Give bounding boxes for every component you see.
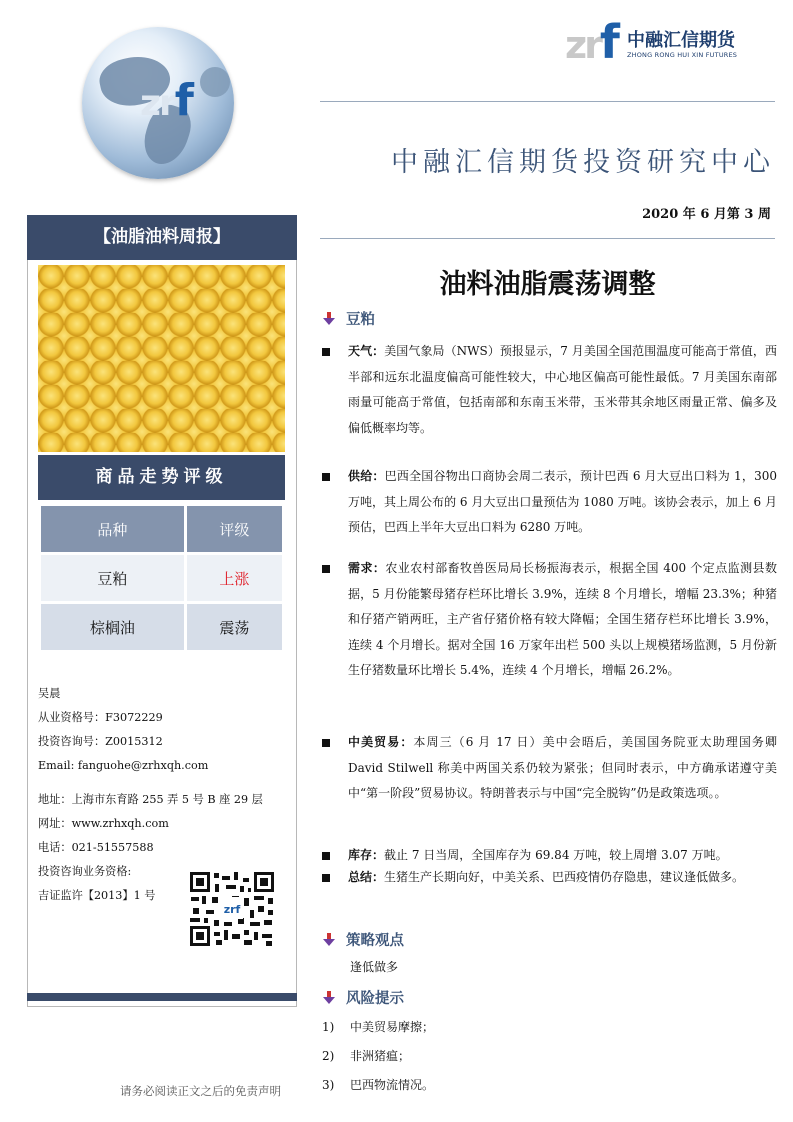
bullet-inventory: 库存：截止 7 日当周，全国库存为 69.84 万吨，较上周增 3.07 万吨。	[322, 843, 777, 869]
license-number: 从业资格号：F3072229	[38, 711, 163, 724]
square-bullet-icon	[322, 852, 330, 860]
email-link[interactable]: Email: fanguohe@zrhxqh.com	[38, 759, 209, 772]
arrow-icon	[322, 312, 338, 326]
commodity-name: 棕榈油	[41, 604, 184, 650]
sidebar-footer-bar	[27, 993, 297, 1001]
bullet-trade: 中美贸易：本周三（6 月 17 日）美中会晤后，美国国务院亚太助理国务卿 David Stilwell 称美中两国关系仍较为紧张；但同时表示，中方确承诺遵守美中“第一阶段”贸易协议。特朗普表示与中国“完全脱钩”仍是政策选项。。	[322, 730, 777, 807]
research-center-title: 中融汇信期货投资研究中心	[391, 147, 775, 178]
risk-item: 3) 巴西物流情况。	[322, 1078, 435, 1092]
square-bullet-icon	[322, 473, 330, 481]
soybean-photo	[38, 265, 285, 452]
table-row	[41, 604, 282, 650]
brand-name-english: ZHONG RONG HUI XIN FUTURES	[627, 51, 738, 59]
divider	[320, 238, 775, 239]
phone: 电话：021-51557588	[38, 841, 154, 854]
square-bullet-icon	[322, 565, 330, 573]
column-header: 评级	[187, 506, 282, 552]
website-link[interactable]: 网址：www.zrhxqh.com	[38, 817, 169, 830]
svg-text:zrf: zrf	[223, 903, 241, 916]
bullet-summary: 总结：生猪生产长期向好，中美关系、巴西疫情仍存隐患，建议逢低做多。	[322, 865, 777, 891]
square-bullet-icon	[322, 739, 330, 747]
column-header: 品种	[41, 506, 184, 552]
risk-item: 1) 中美贸易摩擦；	[322, 1020, 435, 1034]
arrow-icon	[322, 991, 338, 1005]
globe-logo	[82, 27, 234, 179]
bullet-demand: 需求：农业农村部畜牧兽医局局长杨振海表示，根据全国 400 个定点监测县数据，5 月份能繁母猪存栏环比增长 3.9%，连续 8 个月增长，增幅 23.3%；种猪和仔猪产销两旺，主产省仔猪价格有较大降幅；全国生猪存栏环比增长 3.9%，连续 4 个月增长。据对全国 16 万家年出栏 500 头以上规模猪场监测，5 月份新生仔猪数量环比增长 5.4%，连续 4 个月增长，增幅 26.2%。	[322, 556, 777, 684]
rating-table	[38, 503, 285, 653]
qr-code-icon	[188, 870, 276, 948]
risk-item: 2) 非洲猪瘟；	[322, 1049, 411, 1063]
commodity-rating: 震荡	[187, 604, 282, 650]
zrf-logo-icon: zrf	[565, 15, 617, 69]
author-name: 吴晨	[38, 687, 61, 700]
brand-logo	[565, 15, 775, 70]
report-title: 油料油脂震荡调整	[439, 269, 656, 300]
divider	[320, 101, 775, 102]
issue-date: 2020 年 6 月第 3 周	[642, 207, 771, 222]
qualification-number: 吉证监许【2013】1 号	[38, 889, 156, 902]
table-header-row	[41, 506, 282, 552]
report-type-banner: 【油脂油料周报】	[27, 215, 297, 260]
continent-shape	[200, 67, 230, 97]
table-row	[41, 555, 282, 601]
commodity-rating: 上涨	[187, 555, 282, 601]
zrf-logo-mark: zrf	[140, 75, 192, 126]
section-heading-soymeal: 豆粕	[322, 308, 375, 329]
disclaimer: 请务必阅读正文之后的免责声明	[120, 1084, 281, 1098]
section-heading-risk: 风险提示	[322, 987, 404, 1008]
address: 地址：上海市东育路 255 弄 5 号 B 座 29 层	[38, 793, 263, 806]
arrow-icon	[322, 933, 338, 947]
bullet-weather: 天气：美国气象局（NWS）预报显示，7 月美国全国范围温度可能高于常值，西半部和远东北温度偏高可能性较大，中心地区偏高可能性最低。7 月美国东南部雨量可能高于常值，包括南部和东南玉米带，玉米带其余地区雨量正常、偏多及偏低概率均等。	[322, 339, 777, 441]
advisor-number: 投资咨询号：Z0015312	[38, 735, 163, 748]
strategy-text: 逢低做多	[350, 960, 399, 974]
bullet-supply: 供给：巴西全国谷物出口商协会周二表示，预计巴西 6 月大豆出口料为 1，300 万吨，其上周公布的 6 月大豆出口量预估为 1080 万吨。该协会表示，加上 6 月预估，巴西上半年大豆出口料为 6280 万吨。	[322, 464, 777, 541]
brand-name: 中融汇信期货	[627, 30, 735, 51]
commodity-name: 豆粕	[41, 555, 184, 601]
section-heading-strategy: 策略观点	[322, 929, 404, 950]
square-bullet-icon	[322, 874, 330, 882]
square-bullet-icon	[322, 348, 330, 356]
qualification-label: 投资咨询业务资格:	[38, 865, 132, 878]
rating-title: 商品走势评级	[38, 455, 285, 500]
